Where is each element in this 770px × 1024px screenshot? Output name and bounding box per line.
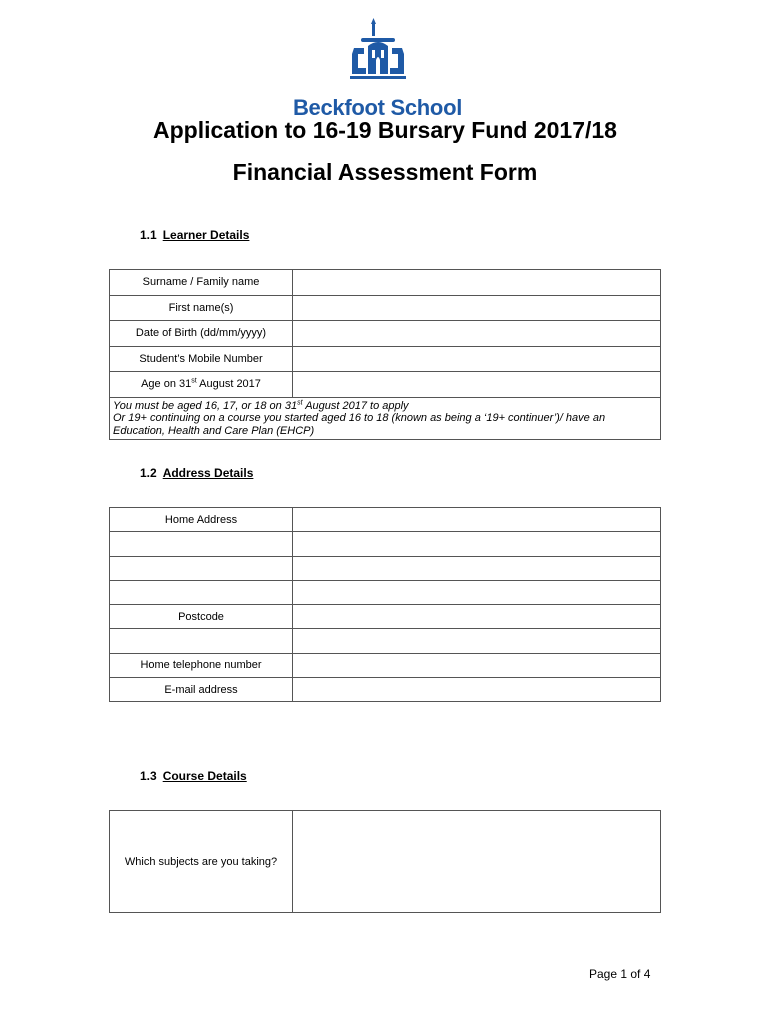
address-details-table [109, 507, 661, 702]
age-label-pre: Age on 31 [141, 378, 192, 391]
section-heading-course [140, 769, 247, 783]
eligibility-note [110, 397, 661, 440]
note-line1-sup: st [297, 398, 303, 406]
section-number: 1.3 [140, 769, 157, 783]
postcode-label: Postcode [110, 605, 293, 629]
surname-label: Surname / Family name [110, 270, 293, 296]
form-title: Application to 16-19 Bursary Fund 2017/18 [153, 117, 617, 143]
section-heading-learner [140, 228, 249, 242]
note-line2: Or 19+ continuing on a course you started aged 16 to 18 (known as being a ‘19+ continuer’)/ have an [113, 412, 606, 424]
home-address-field-4[interactable] [293, 580, 661, 604]
email-field[interactable] [293, 678, 661, 702]
age-label-post: August 2017 [196, 378, 261, 391]
page-number: Page 1 of 4 [589, 967, 651, 981]
course-details-table [109, 810, 661, 913]
note-line1-pre: You must be aged 16, 17, or 18 on 31 [113, 399, 298, 412]
home-phone-field[interactable] [293, 653, 661, 677]
section-label: Learner Details [162, 228, 250, 242]
learner-details-table [109, 269, 661, 440]
form-subtitle: Financial Assessment Form [232, 159, 538, 185]
postcode-field[interactable] [293, 605, 661, 629]
section-number: 1.1 [140, 228, 157, 242]
school-logo [280, 18, 480, 120]
subjects-label: Which subjects are you taking? [110, 811, 293, 913]
first-names-label: First name(s) [110, 295, 293, 321]
address-extra-field[interactable] [293, 629, 661, 653]
address-label-blank [110, 629, 293, 653]
address-label-blank [110, 556, 293, 580]
home-address-label: Home Address [110, 508, 293, 532]
age-label-sup: st [191, 377, 197, 385]
note-line3: Education, Health and Care Plan (EHCP) [113, 424, 315, 437]
email-label: E-mail address [110, 678, 293, 702]
section-label: Address Details [162, 466, 254, 480]
mobile-field[interactable] [293, 346, 661, 372]
section-number: 1.2 [140, 466, 157, 480]
age-field[interactable] [293, 372, 661, 398]
mobile-label: Student’s Mobile Number [110, 346, 293, 372]
dob-label: Date of Birth (dd/mm/yyyy) [110, 321, 293, 347]
dob-field[interactable] [293, 321, 661, 347]
age-label [110, 372, 293, 398]
section-label: Course Details [162, 769, 247, 783]
section-heading-address [140, 466, 253, 480]
home-address-field-3[interactable] [293, 556, 661, 580]
subjects-field[interactable] [293, 811, 661, 913]
home-address-field-1[interactable] [293, 508, 661, 532]
address-label-blank [110, 532, 293, 556]
first-names-field[interactable] [293, 295, 661, 321]
school-crest-icon [348, 18, 408, 90]
home-address-field-2[interactable] [293, 532, 661, 556]
surname-field[interactable] [293, 270, 661, 296]
note-line1-post: August 2017 to apply [302, 399, 409, 412]
logo-wordmark: Beckfoot School [292, 95, 463, 120]
home-phone-label: Home telephone number [110, 653, 293, 677]
address-label-blank [110, 580, 293, 604]
